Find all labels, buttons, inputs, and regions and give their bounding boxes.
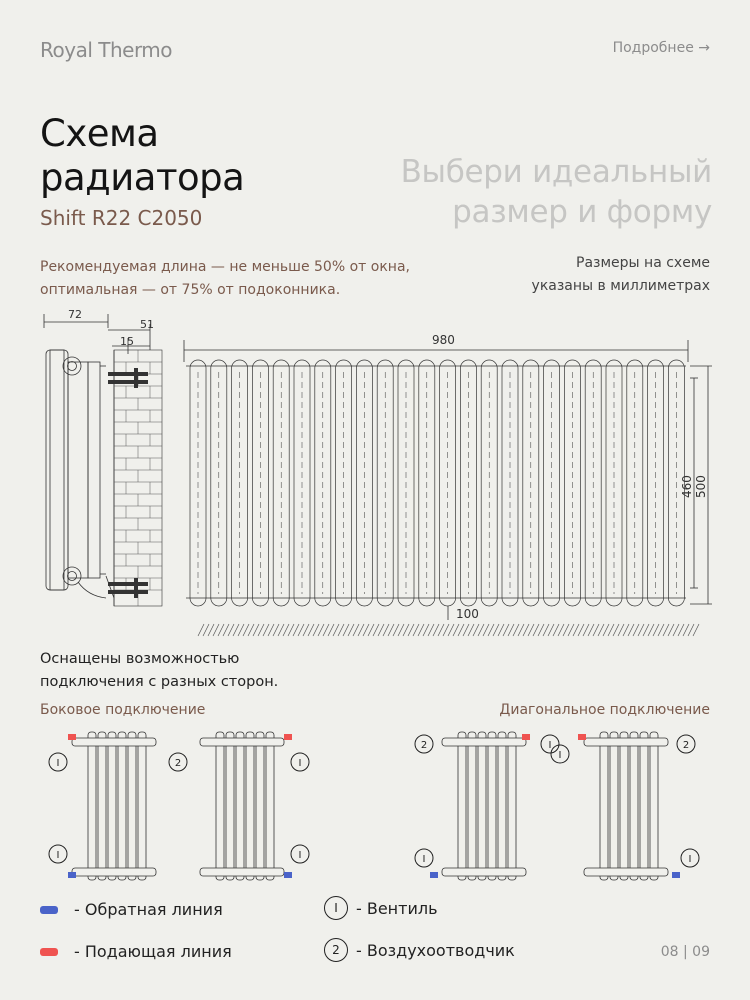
svg-text:I: I [548, 740, 552, 751]
dim-pipe-offset: 15 [120, 335, 134, 348]
svg-text:I: I [422, 854, 426, 865]
legend-return-label: - Обратная линия [74, 900, 223, 919]
svg-text:I: I [558, 750, 562, 761]
svg-text:2: 2 [420, 740, 428, 751]
return-port [672, 872, 680, 878]
supply-port [284, 734, 292, 740]
dim-length: 980 [432, 333, 455, 347]
connection-note-line-1: Оснащены возможностью [40, 651, 240, 667]
valve-marker [291, 845, 309, 863]
air-vent-marker [677, 735, 695, 753]
legend-valve [324, 896, 438, 920]
dim-wall-gap: 51 [140, 318, 154, 331]
return-port [430, 872, 438, 878]
side-view-drawing [38, 306, 168, 616]
title-line-1: Схема [40, 112, 159, 155]
svg-text:I: I [298, 758, 302, 769]
valve-marker [415, 849, 433, 867]
svg-text:I: I [56, 850, 60, 861]
mini-radiator [200, 732, 284, 880]
promo-line-2: размер и форму [452, 194, 712, 230]
air-vent-marker [415, 735, 433, 753]
brand-logo[interactable]: Royal Thermo [40, 38, 173, 62]
return-port [68, 872, 76, 878]
air-vent-marker [169, 753, 187, 771]
connection-note-line-2: подключения с разных сторон. [40, 674, 279, 690]
svg-text:I: I [56, 758, 60, 769]
svg-text:2: 2 [174, 758, 182, 769]
promo-text [401, 152, 712, 232]
legend-supply-line [40, 942, 232, 961]
front-view-drawing [178, 326, 718, 646]
mini-radiator [72, 732, 156, 880]
dim-floor-gap: 100 [456, 607, 479, 621]
recommendation-line-1: Рекомендуемая длина — не меньше 50% от окна, [40, 259, 410, 275]
legend-supply-label: - Подающая линия [74, 942, 232, 961]
svg-text:I: I [298, 850, 302, 861]
recommendation-text [40, 256, 410, 302]
units-line-2: указаны в миллиметрах [531, 278, 710, 294]
connection-note [40, 648, 278, 694]
floor-hatching [198, 624, 699, 636]
valve-marker [49, 753, 67, 771]
page-title [40, 112, 244, 200]
supply-port [522, 734, 530, 740]
units-line-1: Размеры на схеме [576, 255, 710, 271]
supply-port [68, 734, 76, 740]
diagonal-connection-label: Диагональное подключение [499, 702, 710, 718]
valve-marker [291, 753, 309, 771]
dim-axis-distance: 460 [680, 475, 694, 498]
dim-height: 500 [694, 475, 708, 498]
promo-line-1: Выбери идеальный [400, 154, 712, 190]
legend-air-vent-label: - Воздухоотводчик [356, 940, 515, 960]
title-line-2: радиатора [40, 156, 245, 199]
mini-radiator [584, 732, 668, 880]
valve-marker-icon: I [324, 896, 348, 920]
mini-radiator [442, 732, 526, 880]
more-link[interactable]: Подробнее → [612, 40, 710, 56]
side-connection-label: Боковое подключение [40, 702, 206, 718]
dim-depth: 72 [68, 308, 82, 321]
supply-line-swatch [40, 948, 58, 956]
return-line-swatch [40, 906, 58, 914]
valve-marker [551, 745, 569, 763]
radiator-sections [186, 360, 686, 606]
wall-brick-pattern [114, 350, 162, 606]
svg-text:2: 2 [682, 740, 690, 751]
legend-air-vent [324, 938, 515, 962]
model-name: Shift R22 C2050 [40, 206, 203, 230]
recommendation-line-2: оптимальная — от 75% от подоконника. [40, 282, 341, 298]
supply-port [578, 734, 586, 740]
return-port [284, 872, 292, 878]
valve-marker [49, 845, 67, 863]
svg-text:I: I [688, 854, 692, 865]
connection-diagrams [40, 724, 710, 894]
air-vent-marker-icon: 2 [324, 938, 348, 962]
valve-marker [681, 849, 699, 867]
units-note [532, 252, 710, 298]
legend-valve-label: - Вентиль [356, 898, 438, 918]
valve-marker [541, 735, 559, 753]
page-indicator: 08 | 09 [660, 944, 710, 960]
legend-return-line [40, 900, 223, 919]
